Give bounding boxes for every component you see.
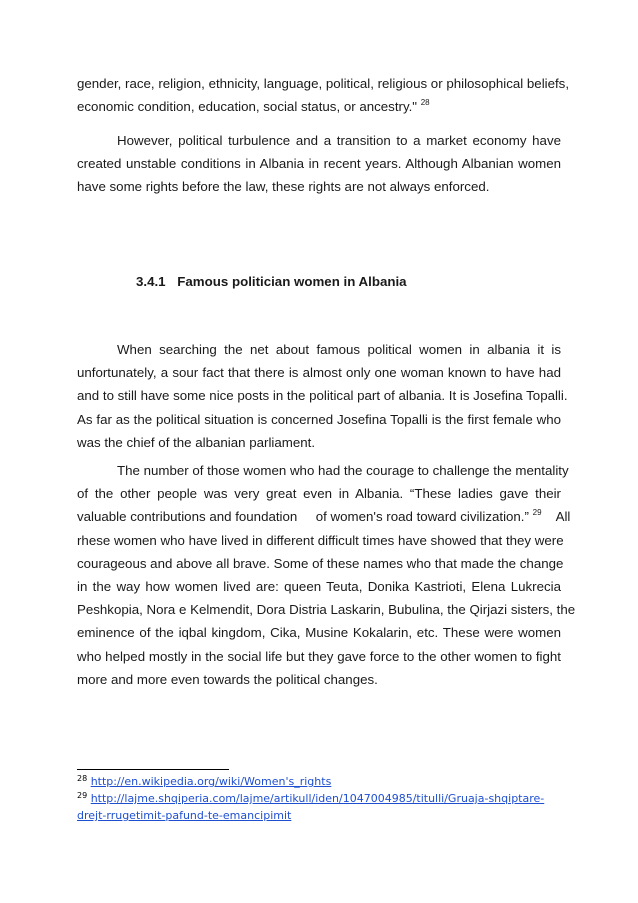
paragraph-line: created unstable conditions in Albania in recent years. Although Albanian women [77,156,561,172]
paragraph-line: eminence of the iqbal kingdom, Cika, Musine Kokalarin, etc. These were women [77,625,561,641]
footnote-29 [77,790,561,807]
paragraph-text: All [555,509,571,525]
paragraph-line [77,95,561,118]
footnote-link[interactable]: http://lajme.shqiperia.com/lajme/artikull/iden/1047004985/titulli/Gruaja-shqiptare- [90,792,545,805]
paragraph-text: The number of those women who had the courage to challenge the mentality [117,463,569,478]
paragraph-line: of the other people was very great even in Albania. “These ladies gave their [77,486,561,502]
paragraph-line [77,129,561,152]
footnote-ref-29[interactable]: 29 [532,508,542,518]
footnote-number: 28 [77,774,88,783]
footnote-ref-28[interactable]: 28 [420,98,430,108]
footnotes [77,773,561,824]
paragraph-line: As far as the political situation is concerned Josefina Topalli is the first female who [77,411,561,427]
paragraph-josefina-topalli [77,338,568,454]
footnote-link[interactable]: http://en.wikipedia.org/wiki/Women's_rights [90,775,332,788]
paragraph-political-turbulence [77,129,561,199]
section-number: 3.4.1 [136,274,166,289]
paragraph-line: courageous and above all brave. Some of these names who that made the change [77,555,564,571]
paragraph-line: and to still have some nice posts in the political part of albania. It is Josefina Topalli. [77,388,568,404]
paragraph-text: valuable contributions and foundation of women's road toward civilization.” [77,509,529,525]
footnote-29-continued [77,807,561,824]
paragraph-line: who helped mostly in the social life but they gave force to the other women to fight [77,648,561,664]
paragraph-line: Peshkopia, Nora e Kelmendit, Dora Distria Laskarin, Bubulina, the Qirjazi sisters, the [77,602,576,618]
paragraph-line: gender, race, religion, ethnicity, language, political, religious or philosophical beliefs, [77,76,570,91]
section-heading [136,274,407,289]
paragraph-line [77,505,571,528]
paragraph-line [77,459,569,482]
footnote-number: 29 [77,791,88,800]
paragraph-line: unfortunately, a sour fact that there is almost only one woman known to have had [77,365,561,381]
paragraph-line: more and more even towards the political changes. [77,671,378,687]
paragraph-text: economic condition, education, social status, or ancestry." [77,99,418,115]
paragraph-text: When searching the net about famous political women in albania it is [117,342,561,357]
paragraph-line: was the chief of the albanian parliament. [77,434,316,450]
paragraph-line: rhese women who have lived in different difficult times have showed that they were [77,532,564,548]
paragraph-line [77,338,561,361]
footnote-link[interactable]: drejt-rrugetimit-pafund-te-emancipimit [77,809,292,822]
paragraph-text: However, political turbulence and a transition to a market economy have [117,133,561,148]
paragraph-line: have some rights before the law, these rights are not always enforced. [77,179,490,195]
paragraph-women-courage [77,459,576,691]
paragraph-continuation [77,72,570,118]
section-title: Famous politician women in Albania [177,274,407,289]
footnote-28 [77,773,561,790]
paragraph-line: in the way how women lived are: queen Teuta, Donika Kastrioti, Elena Lukrecia [77,579,561,595]
footnote-separator [77,769,229,770]
